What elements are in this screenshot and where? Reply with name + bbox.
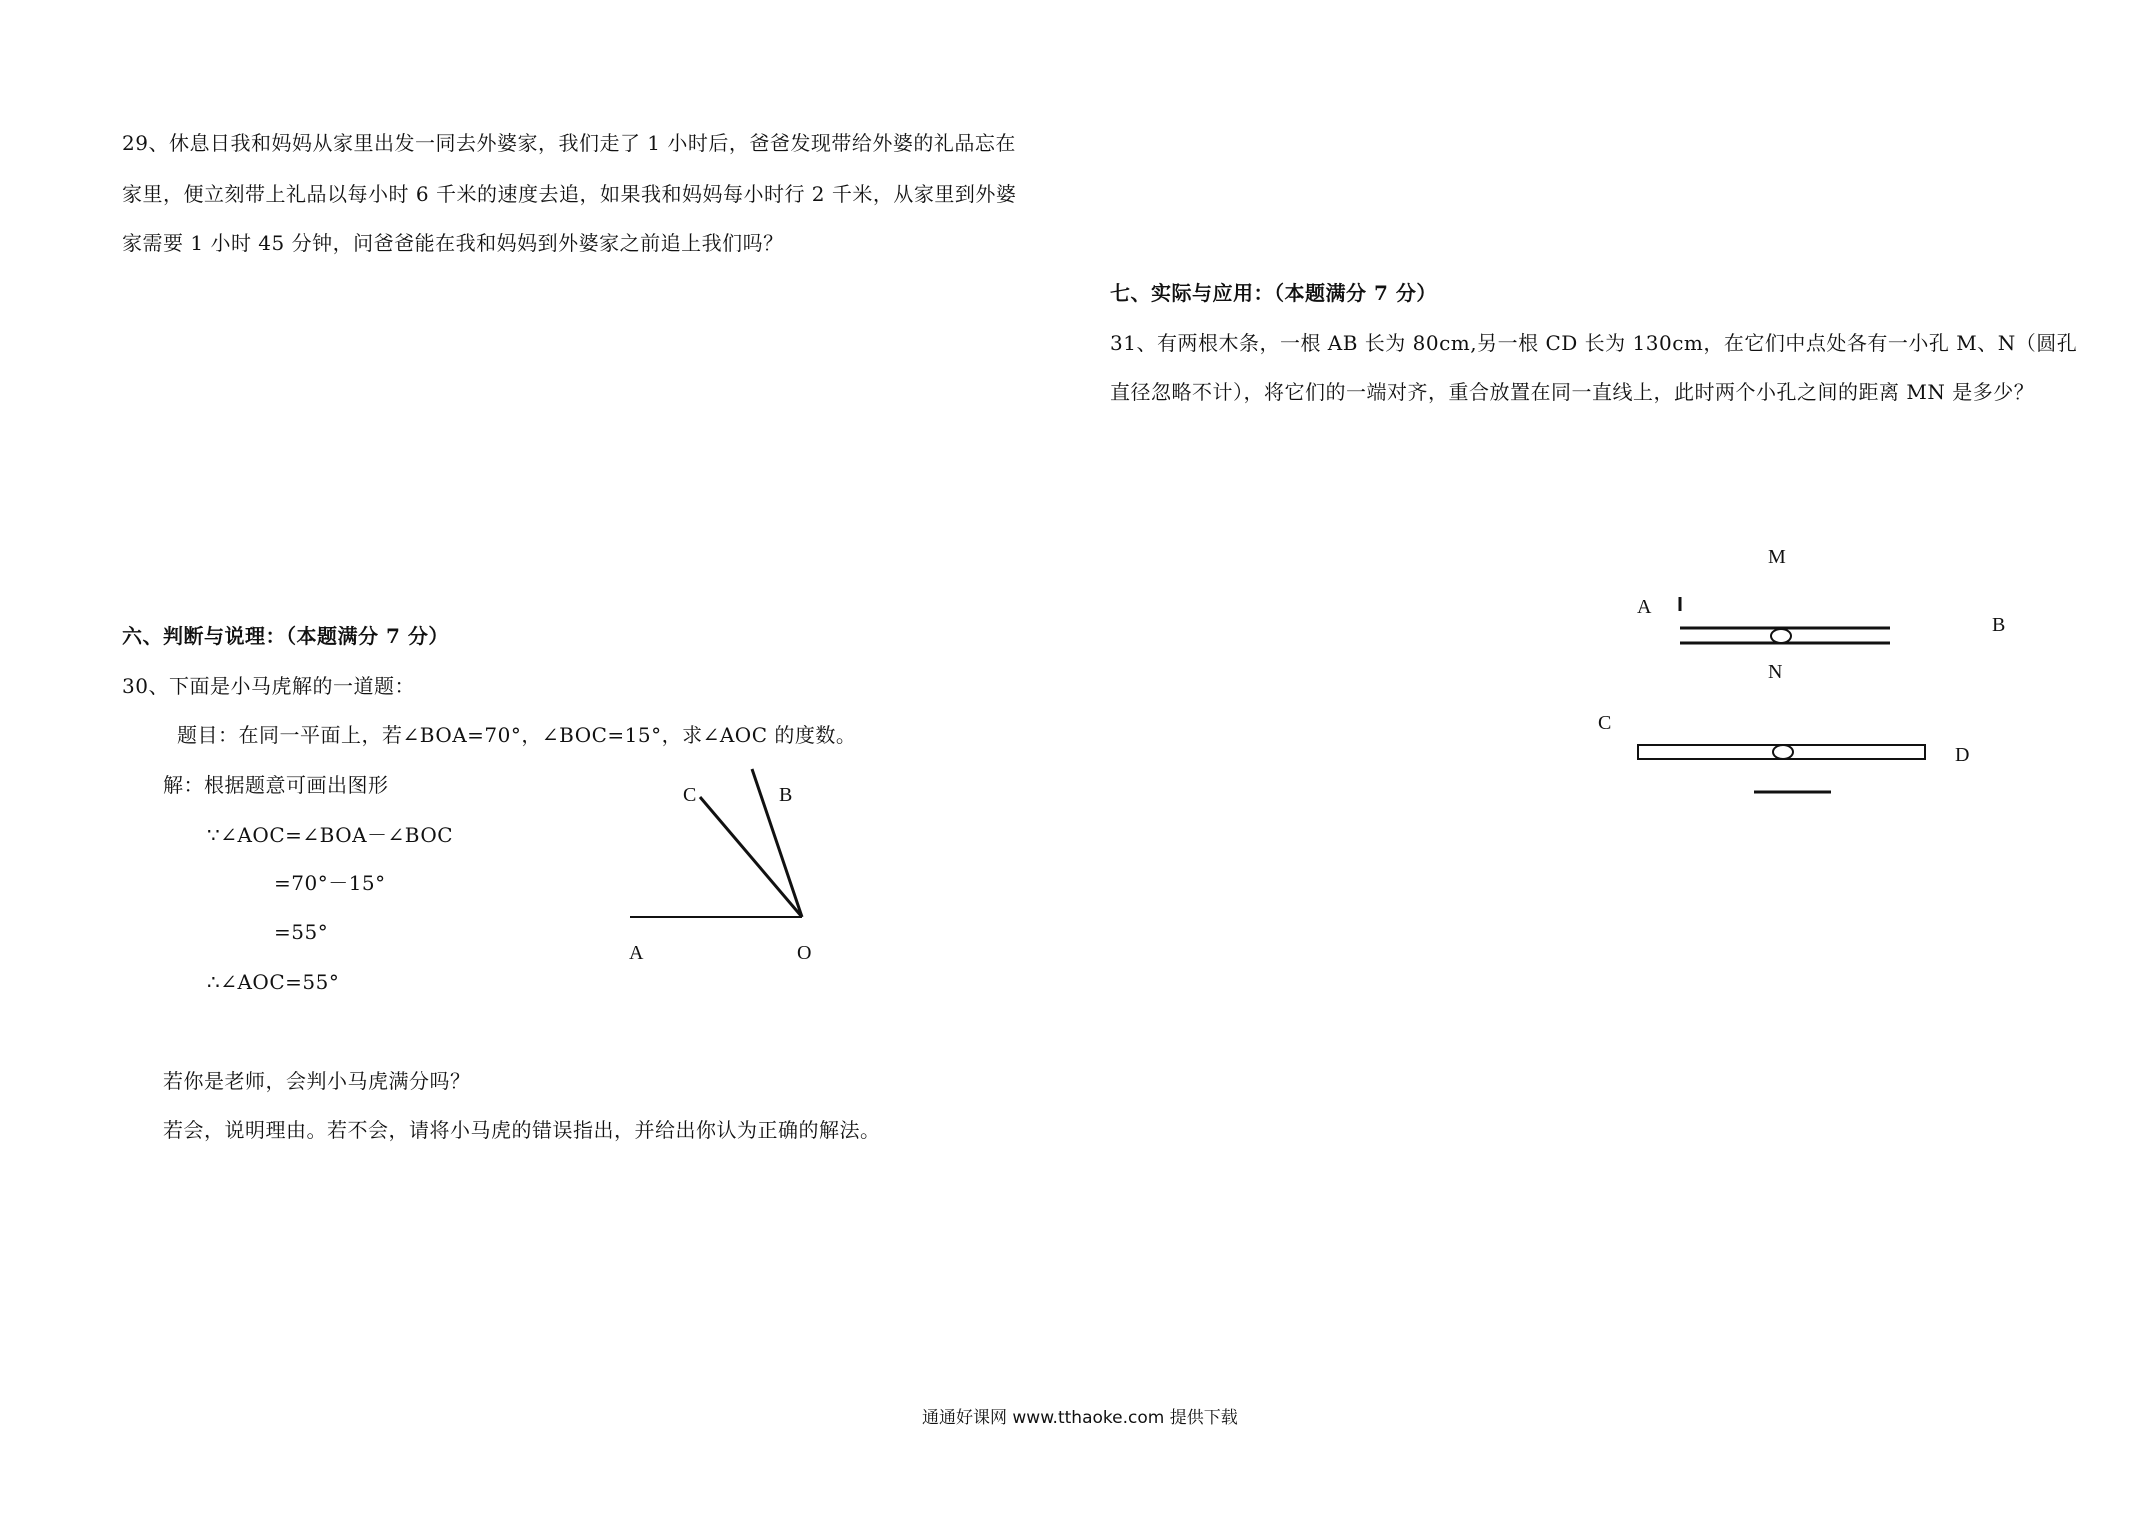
q30-question-2: 若会，说明理由。若不会，请将小马虎的错误指出，并给出你认为正确的解法。 xyxy=(163,1118,881,1142)
q30-solution-intro: 解：根据题意可画出图形 xyxy=(163,773,389,797)
q31-line-2: 直径忽略不计），将它们的一端对齐，重合放置在同一直线上，此时两个小孔之间的距离 MN 是多少？ xyxy=(1110,380,2035,404)
q29-line-2: 家里，便立刻带上礼品以每小时 6 千米的速度去追，如果我和妈妈每小时行 2 千米，从家里到外婆 xyxy=(122,182,1017,206)
q29-line-3: 家需要 1 小时 45 分钟，问爸爸能在我和妈妈到外婆家之前追上我们吗？ xyxy=(122,231,784,255)
q29-line-1: 29、休息日我和妈妈从家里出发一同去外婆家，我们走了 1 小时后，爸爸发现带给外婆的礼品忘在 xyxy=(122,131,1016,155)
q30-step-3: =55° xyxy=(274,920,329,944)
section-6-heading: 六、判断与说理：（本题满分 7 分） xyxy=(122,624,449,648)
angle-label-B: B xyxy=(779,784,793,806)
sticks-label-D: D xyxy=(1955,744,1970,766)
angle-label-A: A xyxy=(629,942,644,964)
hole-N xyxy=(1773,745,1793,759)
q30-step-1: ∵∠AOC=∠BOA－∠BOC xyxy=(207,823,454,847)
q30-problem: 题目：在同一平面上，若∠BOA=70°，∠BOC=15°，求∠AOC 的度数。 xyxy=(177,723,857,747)
angle-label-C: C xyxy=(683,784,697,806)
sticks-label-A: A xyxy=(1637,596,1652,618)
sticks-label-B: B xyxy=(1992,614,2006,636)
hole-M xyxy=(1771,629,1791,643)
q30-question-1: 若你是老师，会判小马虎满分吗？ xyxy=(163,1069,471,1093)
angle-label-O: O xyxy=(797,942,812,964)
sticks-label-M: M xyxy=(1768,546,1786,568)
sticks-label-N: N xyxy=(1768,661,1783,683)
q30-step-4: ∴∠AOC=55° xyxy=(207,970,340,994)
sticks-label-C: C xyxy=(1598,712,1612,734)
q30-intro: 30、下面是小马虎解的一道题： xyxy=(122,674,415,698)
section-7-heading: 七、实际与应用：（本题满分 7 分） xyxy=(1110,281,1437,305)
page-footer: 通通好课网 www.tthaoke.com 提供下载 xyxy=(922,1408,1238,1428)
q30-step-2: =70°－15° xyxy=(274,871,386,895)
q31-line-1: 31、有两根木条，一根 AB 长为 80cm,另一根 CD 长为 130cm，在它们中点处各有一小孔 M、N（圆孔 xyxy=(1110,331,2078,355)
